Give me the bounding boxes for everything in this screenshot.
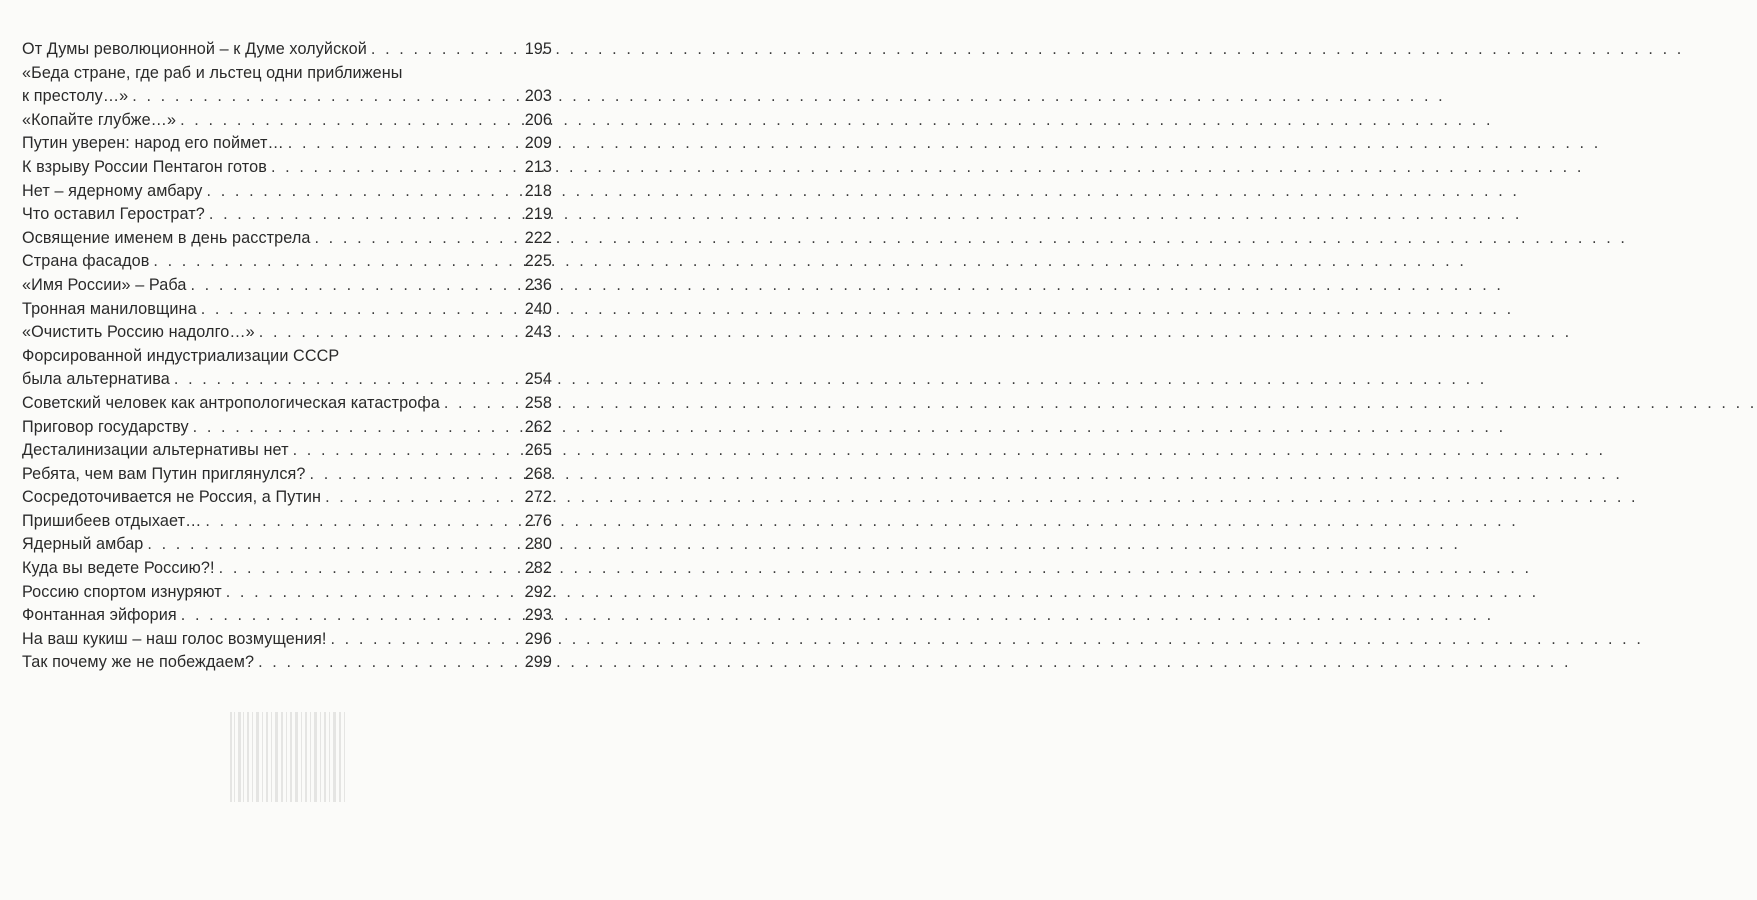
toc-page-number: 293: [524, 606, 552, 625]
toc-entry: [22, 227, 552, 251]
toc-entry-title: Что оставил Герострат?: [22, 205, 205, 224]
show-through-barcode: [228, 712, 348, 802]
toc-page-number: 219: [524, 205, 552, 224]
toc-page-number: 240: [524, 299, 552, 318]
toc-page-number: 296: [524, 629, 552, 648]
dot-leader: [326, 628, 524, 652]
dot-leader: [170, 368, 525, 392]
toc-page-number: 213: [524, 157, 552, 176]
toc-entry: [22, 463, 552, 487]
toc-entry: [22, 486, 552, 510]
toc-entry: [22, 274, 552, 298]
dot-leader: [254, 651, 525, 675]
book-page: [0, 0, 599, 900]
toc-entry-line: [22, 533, 552, 557]
dot-leader: [440, 392, 525, 416]
toc-entry-line: [22, 439, 552, 463]
toc-entry-line: [22, 203, 552, 227]
toc-entry: [22, 321, 552, 345]
toc-page-number: 258: [524, 393, 552, 412]
toc-entry-line: [22, 180, 552, 204]
toc-entry-line: [22, 298, 552, 322]
toc-page-number: 282: [524, 559, 552, 578]
toc-entry: [22, 180, 552, 204]
dot-leader: [186, 274, 524, 298]
dot-leader: [306, 463, 525, 487]
dot-leader: [176, 109, 525, 133]
toc-entry: [22, 604, 552, 628]
toc-entry: [22, 581, 552, 605]
toc-entry-title: Так почему же не побеждаем?: [22, 653, 255, 672]
dot-leader: [310, 227, 524, 251]
toc-entry: [22, 250, 552, 274]
toc-page-number: 206: [524, 110, 552, 129]
toc-entry: [22, 510, 552, 534]
toc-entry-title: Десталинизации альтернативы нет: [22, 441, 289, 460]
toc-entry-title: Страна фасадов: [22, 252, 150, 271]
toc-entry: [22, 132, 552, 156]
toc-entry-title: Форсированной индустриализации СССР: [22, 346, 340, 365]
toc-entry-title: К взрыву России Пентагон готов: [22, 157, 267, 176]
dot-leader: [189, 416, 525, 440]
dot-leader: [149, 250, 524, 274]
toc-entry-line: [22, 250, 552, 274]
toc-entry-line: [22, 510, 552, 534]
dot-leader: [203, 180, 525, 204]
toc-entry: [22, 203, 552, 227]
toc-entry-title: Пришибеев отдыхает…: [22, 511, 202, 530]
toc-entry-title: Сосредоточивается не Россия, а Путин: [22, 488, 322, 507]
toc-entry-title: Россию спортом изнуряют: [22, 582, 222, 601]
toc-entry-title: Приговор государству: [22, 417, 189, 436]
toc-entry: [22, 628, 552, 652]
toc-page-number: 280: [524, 535, 552, 554]
toc-page-number: 236: [524, 275, 552, 294]
dot-leader: [177, 604, 525, 628]
toc-entry-title: От Думы революционной – к Думе холуйской: [22, 40, 367, 58]
toc-entry: [22, 651, 552, 675]
toc-entry: [22, 109, 552, 133]
toc-entry-line: [22, 463, 552, 487]
toc-entry: [22, 62, 552, 109]
toc-entry-title: «Копайте глубже…»: [22, 110, 177, 129]
toc-entry-line: [22, 628, 552, 652]
dot-leader: [205, 203, 525, 227]
toc-page-number: 243: [524, 323, 552, 342]
dot-leader: [367, 38, 525, 62]
toc-entry-line: [22, 345, 552, 369]
toc-page-number: 272: [524, 488, 552, 507]
toc-entry: [22, 156, 552, 180]
dot-leader: [289, 439, 525, 463]
toc-entry-line: [22, 38, 552, 62]
toc-page-number: 299: [524, 653, 552, 672]
toc-entry-line: [22, 109, 552, 133]
toc-entry-title: Нет – ядерному амбару: [22, 181, 203, 200]
toc-page-number: 276: [524, 511, 552, 530]
toc-entry-line: [22, 274, 552, 298]
toc-entry-line: [22, 62, 552, 86]
dot-leader: [222, 581, 525, 605]
dot-leader: [197, 298, 525, 322]
toc-entry-line: [22, 85, 552, 109]
dot-leader: [128, 85, 524, 109]
toc-page-number: 222: [524, 228, 552, 247]
dot-leader: [321, 486, 525, 510]
toc-entry: [22, 345, 552, 392]
toc-entry-title: к престолу…»: [22, 87, 129, 106]
dot-leader: [201, 510, 524, 534]
toc-page-number: 209: [524, 134, 552, 153]
dot-leader: [143, 533, 524, 557]
toc-entry-title: Фонтанная эйфория: [22, 606, 177, 625]
toc-entry-title: «Очистить Россию надолго…»: [22, 323, 255, 342]
toc-entry-title: Освящение именем в день расстрела: [22, 228, 311, 247]
toc-page-number: 262: [524, 417, 552, 436]
toc-page-number: 218: [524, 181, 552, 200]
toc-entry-title: «Беда стране, где раб и льстец одни приближены: [22, 63, 403, 82]
dot-leader: [215, 557, 525, 581]
toc-entry-line: [22, 416, 552, 440]
dot-leader: [267, 156, 525, 180]
toc-entry-title: Путин уверен: народ его поймет…: [22, 134, 284, 153]
toc-entry-line: [22, 557, 552, 581]
toc-page-number: 254: [524, 370, 552, 389]
toc-entry: [22, 298, 552, 322]
toc-entry-title: Ребята, чем вам Путин приглянулся?: [22, 464, 306, 483]
toc-page-number: 225: [524, 252, 552, 271]
toc-entry-line: [22, 321, 552, 345]
toc-entry-line: [22, 132, 552, 156]
toc-entry-line: [22, 486, 552, 510]
toc-page-number: 265: [524, 441, 552, 460]
toc-entry-line: [22, 581, 552, 605]
toc-page-number: 292: [524, 582, 552, 601]
toc-entry-line: [22, 604, 552, 628]
dot-leader: [255, 321, 525, 345]
table-of-contents: [22, 38, 552, 675]
toc-entry-line: [22, 227, 552, 251]
toc-entry: [22, 557, 552, 581]
toc-entry: [22, 439, 552, 463]
toc-entry-line: [22, 156, 552, 180]
toc-entry: [22, 38, 552, 62]
toc-entry-title: Советский человек как антропологическая катастрофа: [22, 393, 440, 412]
toc-entry-title: На ваш кукиш – наш голос возмущения!: [22, 629, 327, 648]
toc-entry-title: Ядерный амбар: [22, 535, 144, 554]
toc-page-number: 195: [524, 40, 552, 58]
dot-leader: [284, 132, 525, 156]
toc-entry: [22, 392, 552, 416]
toc-entry: [22, 416, 552, 440]
toc-entry-title: Куда вы ведете Россию?!: [22, 559, 215, 578]
toc-entry: [22, 533, 552, 557]
toc-page-number: 268: [524, 464, 552, 483]
toc-entry-title: Тронная маниловщина: [22, 299, 197, 318]
toc-entry-title: «Имя России» – Раба: [22, 275, 187, 294]
toc-entry-line: [22, 368, 552, 392]
toc-page-number: 203: [524, 87, 552, 106]
toc-entry-title: была альтернатива: [22, 370, 170, 389]
toc-entry-line: [22, 651, 552, 675]
toc-entry-line: [22, 392, 552, 416]
